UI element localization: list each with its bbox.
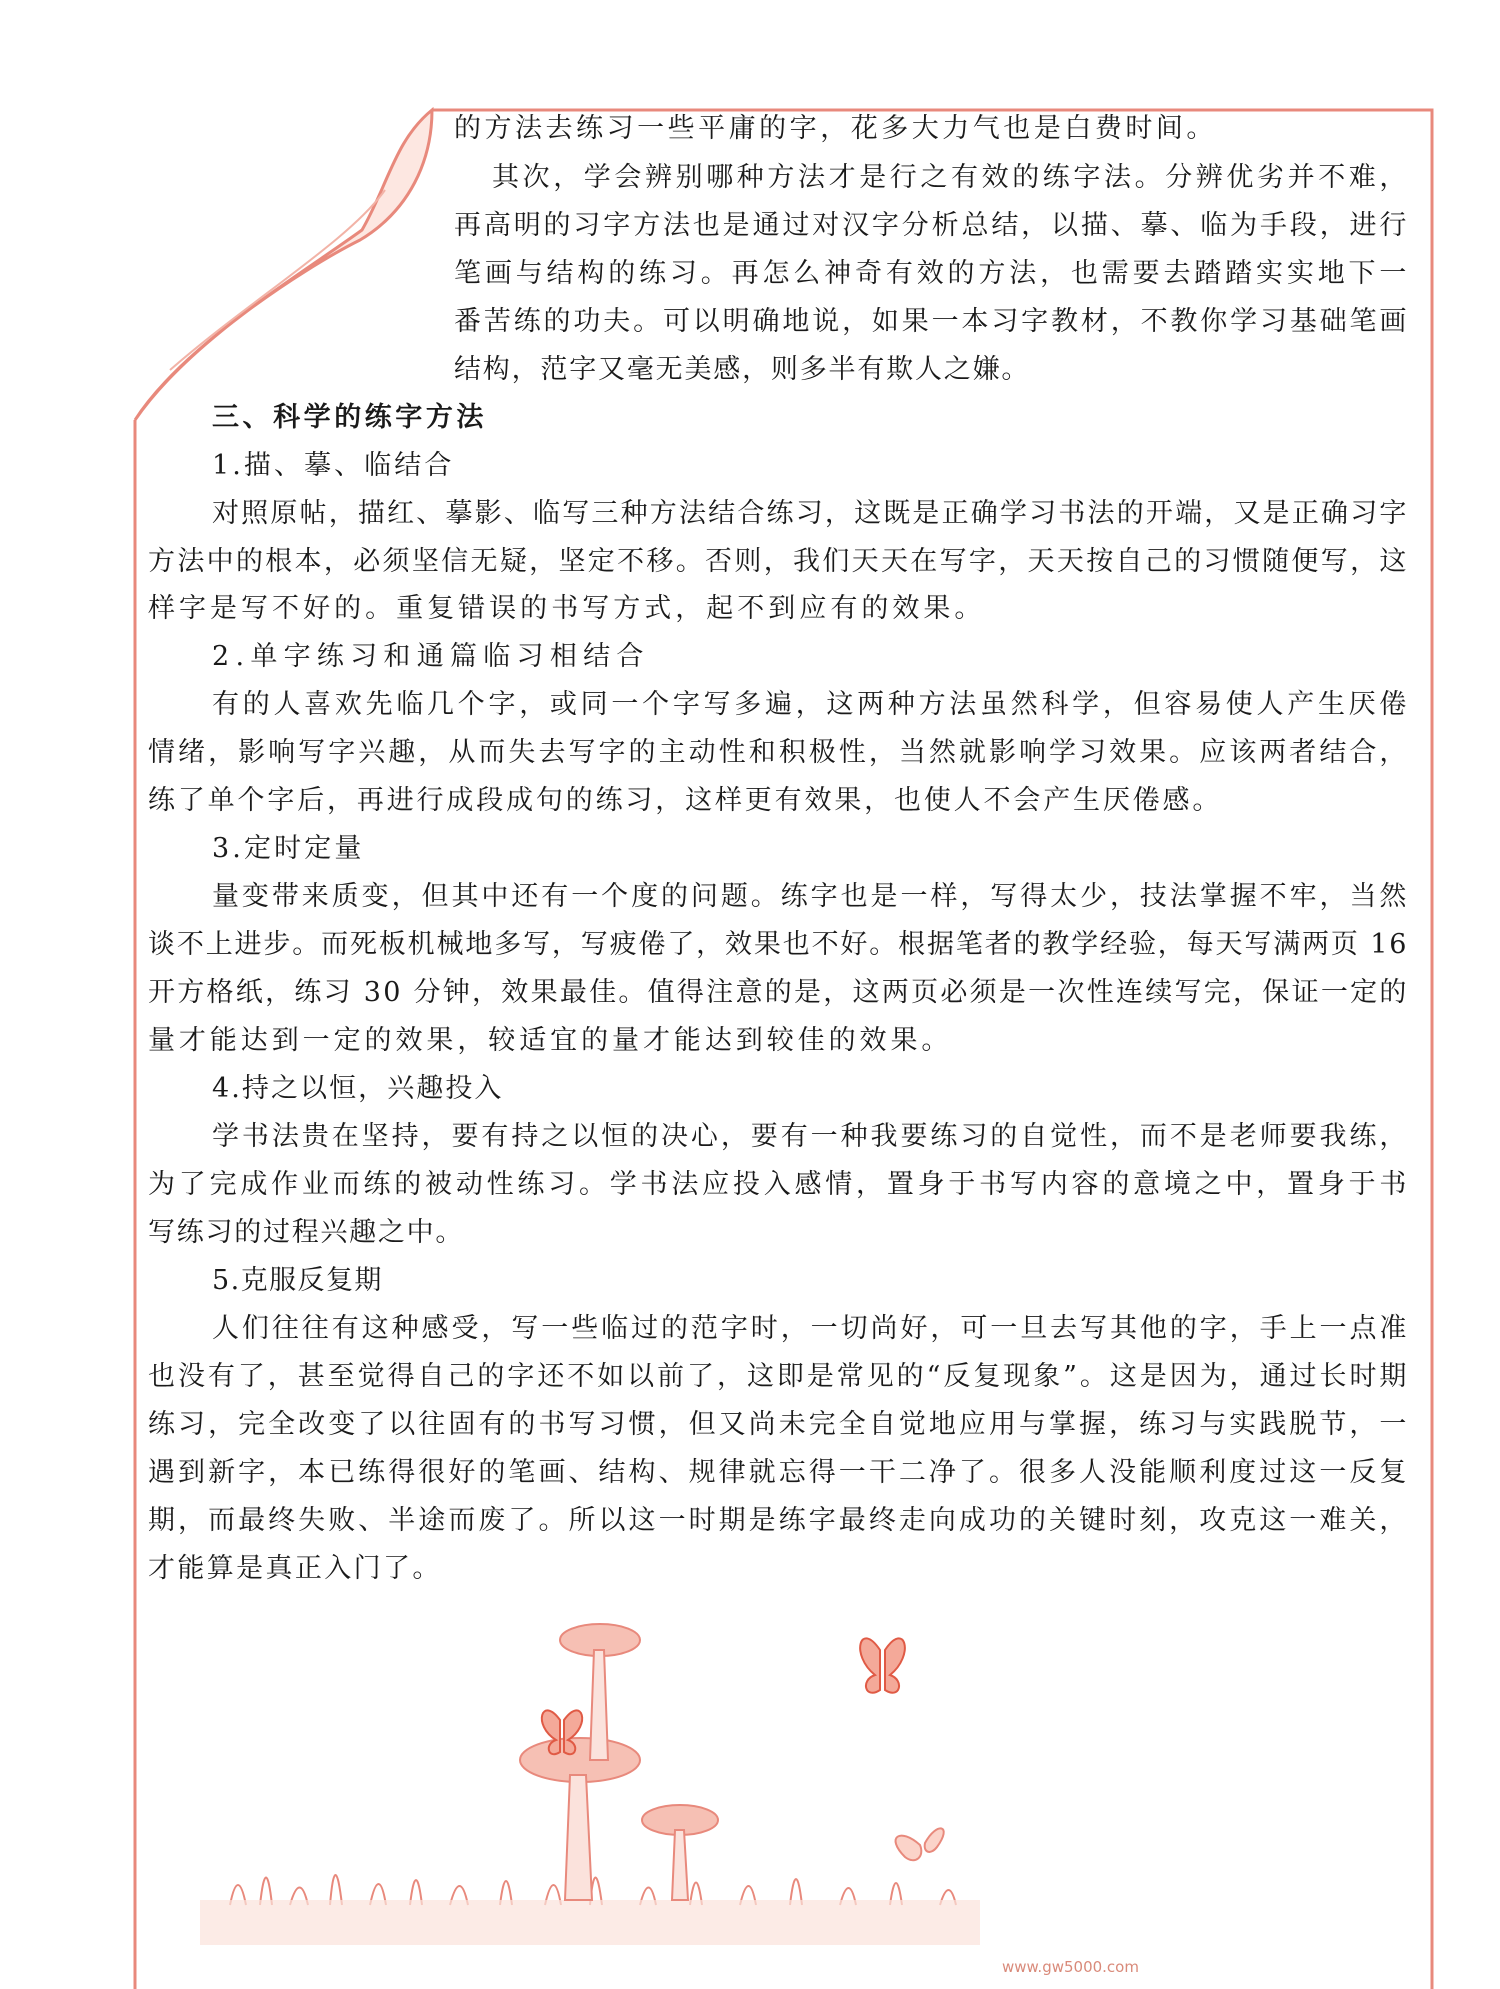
- text-line: 谈不上进步。而死板机械地多写，写疲倦了，效果也不好。根据笔者的教学经验，每天写满两页 16: [148, 929, 1409, 960]
- text-line: 也没有了，甚至觉得自己的字还不如以前了，这即是常见的“反复现象”。这是因为，通过长时期: [148, 1361, 1410, 1392]
- text-line: 人们往往有这种感受，写一些临过的范字时，一切尚好，可一旦去写其他的字，手上一点准: [212, 1313, 1410, 1344]
- watermark: www.gw5000.com: [1002, 1958, 1139, 1976]
- text-line: 再高明的习字方法也是通过对汉字分析总结，以描、摹、临为手段，进行: [454, 210, 1410, 241]
- text-line: 方法中的根本，必须坚信无疑，坚定不移。否则，我们天天在写字，天天按自己的习惯随便写，这: [148, 546, 1409, 577]
- ground-wash: [200, 1900, 980, 1945]
- section-heading: 三、科学的练字方法: [212, 402, 487, 433]
- text-line: 结构，范字又毫无美感，则多半有欺人之嫌。: [454, 354, 1031, 385]
- text-line: 开方格纸，练习 30 分钟，效果最佳。值得注意的是，这两页必须是一次性连续写完，保证一定的: [148, 977, 1409, 1008]
- text-line: 的方法去练习一些平庸的字，花多大力气也是白费时间。: [454, 113, 1217, 144]
- page-curl-inner: [170, 190, 385, 370]
- text-line: 量变带来质变，但其中还有一个度的问题。练字也是一样，写得太少，技法掌握不牢，当然: [212, 881, 1410, 912]
- text-line: 番苦练的功夫。可以明确地说，如果一本习字教材，不教你学习基础笔画: [454, 306, 1410, 337]
- text-line: 写练习的过程兴趣之中。: [148, 1217, 465, 1248]
- text-line: 量才能达到一定的效果，较适宜的量才能达到较佳的效果。: [148, 1025, 953, 1056]
- mushroom-decoration: [520, 1624, 718, 1900]
- text-line: 1.描、摹、临结合: [212, 450, 455, 481]
- text-line: 对照原帖，描红、摹影、临写三种方法结合练习，这既是正确学习书法的开端，又是正确习字: [212, 498, 1409, 529]
- text-line: 遇到新字，本已练得很好的笔画、结构、规律就忘得一干二净了。很多人没能顺利度过这一反复: [148, 1457, 1410, 1488]
- text-line: 期，而最终失败、半途而废了。所以这一时期是练字最终走向成功的关键时刻，攻克这一难关，: [148, 1505, 1410, 1536]
- text-line: 4.持之以恒，兴趣投入: [212, 1073, 504, 1104]
- butterfly-icon: [896, 1828, 944, 1860]
- text-line: 才能算是真正入门了。: [148, 1553, 442, 1584]
- text-line: 2.单字练习和通篇临习相结合: [212, 641, 650, 672]
- page-curl: [135, 110, 432, 420]
- text-line: 样字是写不好的。重复错误的书写方式，起不到应有的效果。: [148, 593, 986, 624]
- butterfly-icon: [860, 1638, 905, 1692]
- text-line: 练了单个字后，再进行成段成句的练习，这样更有效果，也使人不会产生厌倦感。: [148, 785, 1223, 816]
- text-line: 情绪，影响写字兴趣，从而失去写字的主动性和积极性，当然就影响学习效果。应该两者结合，: [148, 737, 1410, 768]
- text-line: 有的人喜欢先临几个字，或同一个字写多遍，这两种方法虽然科学，但容易使人产生厌倦: [212, 689, 1411, 720]
- text-line: 其次，学会辨别哪种方法才是行之有效的练字法。分辨优劣并不难，: [492, 162, 1410, 193]
- text-line: 5.克服反复期: [212, 1265, 383, 1296]
- text-line: 学书法贵在坚持，要有持之以恒的决心，要有一种我要练习的自觉性，而不是老师要我练，: [212, 1121, 1410, 1152]
- text-line: 练习，完全改变了以往固有的书写习惯，但又尚未完全自觉地应用与掌握，练习与实践脱节，一: [148, 1409, 1410, 1440]
- text-line: 笔画与结构的练习。再怎么神奇有效的方法，也需要去踏踏实实地下一: [454, 258, 1411, 289]
- text-line: 3.定时定量: [212, 833, 365, 864]
- text-line: 为了完成作业而练的被动性练习。学书法应投入感情，置身于书写内容的意境之中，置身于书: [148, 1169, 1411, 1200]
